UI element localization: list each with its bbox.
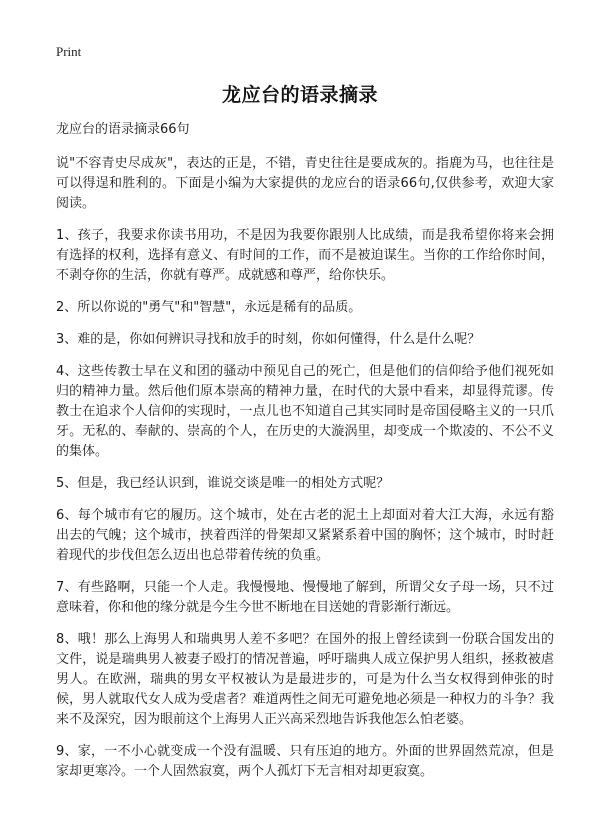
- article-body: [56, 120, 554, 794]
- quote-paragraph-3: 3、难的是，你如何辨识寻找和放手的时刻，你如何懂得，什么是什么呢？: [56, 332, 481, 347]
- quote-paragraph-7: 7、有些路啊，只能一个人走。我慢慢地、慢慢地了解到，所谓父女子母一场，只不过意味着，你和他的缘分就是今生今世不断地在目送她的背影渐行渐远。: [56, 580, 554, 615]
- quote-paragraph-5: 5、但是，我已经认识到，谁说交谈是唯一的相处方式呢？: [56, 476, 390, 491]
- print-link[interactable]: Print: [56, 44, 82, 59]
- quote-paragraph-8: 8、哦！那么上海男人和瑞典男人差不多吧？在国外的报上曾经读到一份联合国发出的文件，说是瑞典男人被妻子殴打的情况普遍，呼吁瑞典人成立保护男人组织，拯救被虐男人。在欧洲，瑞典的男女平权被认为是最进步的，可是为什么当女权得到伸张的时候，男人就取代女人成为受虐者？难道两性之间无可避免地必须是一种权力的斗争？我来不及深究，因为眼前这个上海男人正兴高采烈地告诉我他怎么怕老婆。: [56, 632, 554, 727]
- intro-paragraph: 说"不容青史尽成灰"，表达的正是，不错，青史往往是要成灰的。指鹿为马，也往往是可以得逞和胜利的。下面是小编为大家提供的龙应台的语录66句,仅供参考，欢迎大家阅读。: [56, 156, 554, 211]
- quote-paragraph-1: 1、孩子，我要求你读书用功，不是因为我要你跟别人比成绩，而是我希望你将来会拥有选择的权利，选择有意义、有时间的工作，而不是被迫谋生。当你的工作给你时间，不剥夺你的生活，你就有尊严。成就感和尊严，给你快乐。: [56, 228, 554, 283]
- quote-paragraph-6: 6、每个城市有它的履历。这个城市，处在古老的泥土上却面对着大江大海，永远有豁出去的气魄；这个城市，挟着西洋的骨架却又紧紧系着中国的胸怀；这个城市，时时赶着现代的步伐但怎么迈出也总带着传统的负重。: [56, 508, 554, 563]
- quote-paragraph-4: 4、这些传教士早在义和团的骚动中预见自己的死亡，但是他们的信仰给予他们视死如归的精神力量。然后他们原本崇高的精神力量，在时代的大景中看来，却显得荒谬。传教士在追求个人信仰的实现时，一点儿也不知道自己其实同时是帝国侵略主义的一只爪牙。无私的、奉献的、崇高的个人，在历史的大漩涡里，却变成一个欺凌的、不公不义的集体。: [56, 364, 554, 459]
- article-subtitle: 龙应台的语录摘录66句: [56, 122, 190, 137]
- quote-paragraph-2: 2、所以你说的"勇气"和"智慧"，永远是稀有的品质。: [56, 300, 362, 315]
- page-title: 龙应台的语录摘录: [221, 84, 378, 106]
- quote-paragraph-9: 9、家，一不小心就变成一个没有温暖、只有压迫的地方。外面的世界固然荒凉，但是家却更寒冷。一个人固然寂寞，两个人孤灯下无言相对却更寂寞。: [56, 744, 554, 779]
